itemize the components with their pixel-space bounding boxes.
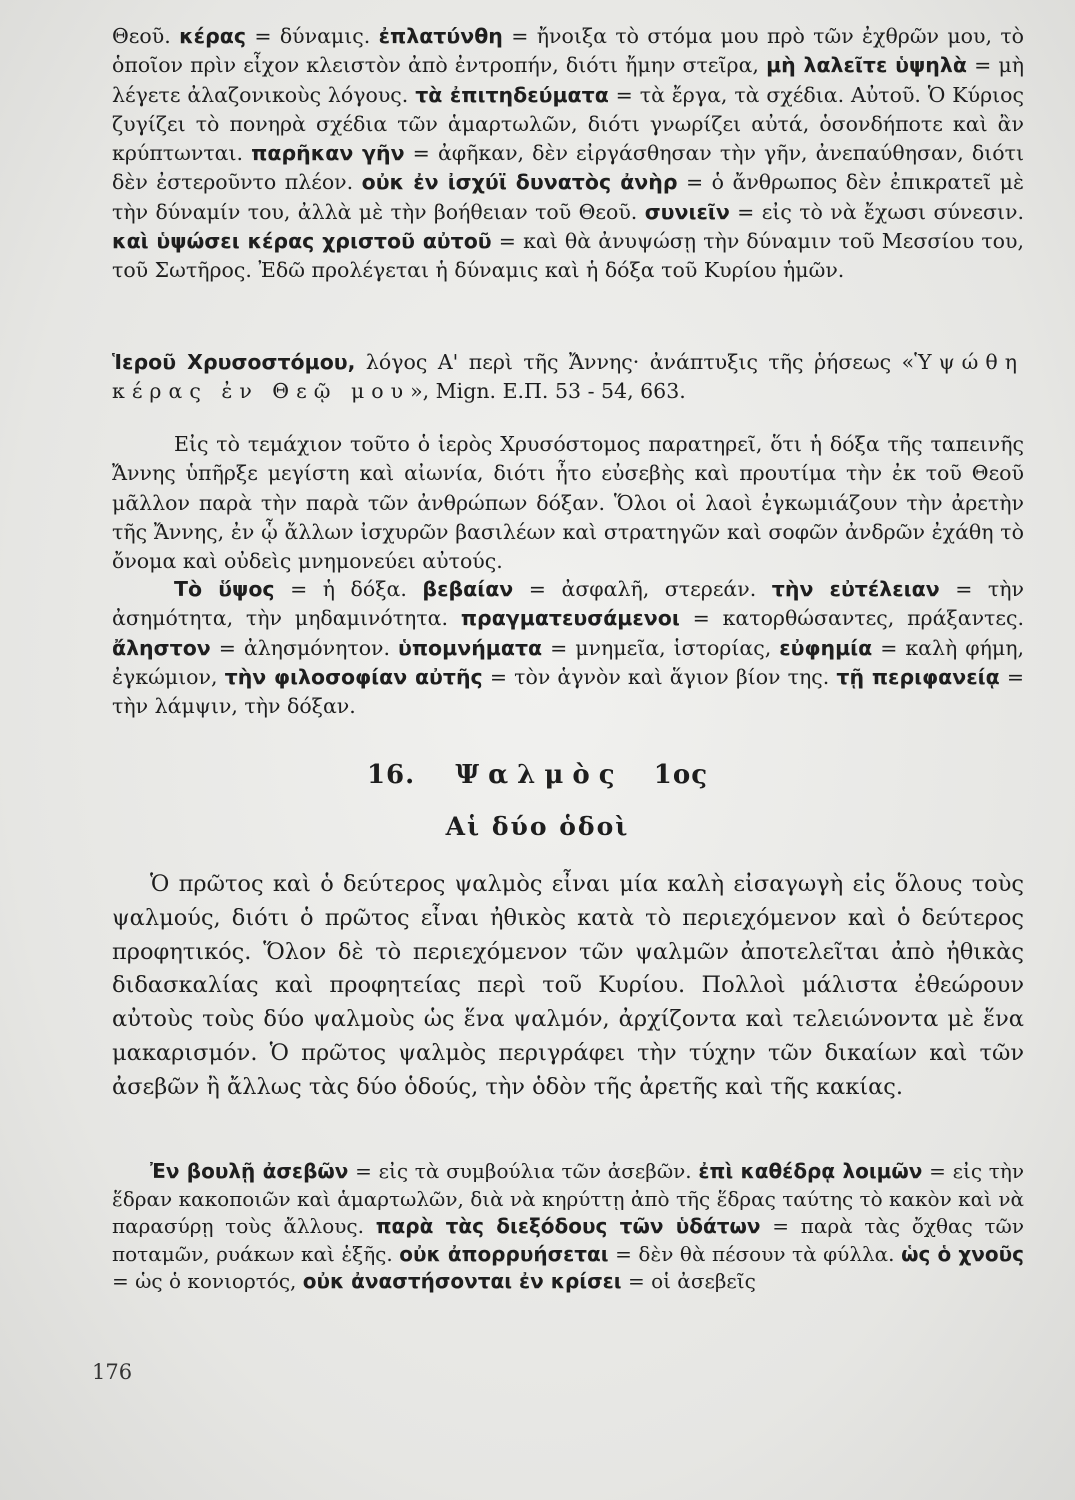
bold-term: τὴν φιλοσοφίαν αὐτῆς [224,664,483,689]
text-run: = τὴν λάμψιν, τὴν δόξαν. [112,664,1025,719]
section-heading [0,760,1075,790]
page-number: 176 [92,1360,133,1384]
spaced-quote: Ὑψώθη κέρας ἐν Θεῷ μου [112,350,1025,404]
text-run: = εἰς τὴν ἕδραν κακοποιῶν καὶ ἁμαρτωλῶν, διὰ νὰ κηρύττῃ ἀπὸ τῆς ἕδρας ταύτης τὸ κακὸν καὶ νὰ παρασύρῃ τοὺς ἄλλους. [112,1159,1024,1238]
bold-term: ὑπομνήματα [398,635,543,660]
bold-term: βεβαίαν [422,577,514,601]
text-run: = εἰς τὰ συμβούλια τῶν ἀσεβῶν. [348,1159,699,1183]
text-run: = καλὴ φήμη, ἐγκώμιον, [112,635,1024,689]
commentary-paragraph [112,430,1024,576]
bold-term: εὐφημία [779,635,873,660]
text-run: = μνημεῖα, ἱστορίας, [542,635,780,660]
text-run: Εἰς τὸ τεμάχιον τοῦτο ὁ ἱερὸς Χρυσόστομος παρατηρεῖ, ὅτι ἡ δόξα τῆς ταπεινῆς Ἄννης ὑπῆρξε μεγίστη καὶ αἰωνία, διότι ἦτο εὐσεβὴς καὶ προυτίμα τὴν ἐκ τοῦ Θεοῦ μᾶλλον παρὰ τὴν παρὰ τῶν ἀνθρώπων δόξαν. Ὅλοι οἱ λαοὶ ἐγκωμιάζουν τὴν ἀρετὴν τῆς Ἄννης, ἐν ᾧ ἄλλων ἰσχυρῶν βασιλέων καὶ στρατηγῶν καὶ σοφῶν ἀνδρῶν ἐχάθη τὸ ὄνομα καὶ οὐδεὶς μνημονεύει αὐτούς. [112,432,1024,574]
glossary-paragraph-1 [112,22,1024,286]
bold-term: Ἱεροῦ Χρυσοστόμου, [112,350,356,374]
text-run: = εἰς τὸ νὰ ἔχωσι σύνεσιν. [729,199,1024,224]
text-run: = δύναμις. [245,24,379,48]
bold-term: μὴ λαλεῖτε ὑψηλὰ [766,53,967,78]
section-number: 16. [366,760,416,790]
glossary-paragraph-3 [112,1158,1024,1296]
text-run: = μὴ λέγετε ἀλαζονικοὺς λόγους. [112,53,1024,107]
text-run: = τὸν ἁγνὸν καὶ ἅγιον βίον της. [482,664,837,689]
text-run: = οἱ ἀσεβεῖς [621,1269,756,1293]
intro-paragraph [112,868,1024,1105]
text-run: = ἀλησμόνητον. [210,635,398,660]
text-run: = κατορθώσαντες, πράξαντες. [679,606,1024,631]
text-run: = ὁ ἄνθρωπος δὲν ἐπικρατεῖ μὲ τὴν δύναμίν του, ἀλλὰ μὲ τὴν βοήθειαν τοῦ Θεοῦ. [112,170,1025,224]
bold-term: ἐπὶ καθέδρᾳ λοιμῶν [698,1159,923,1183]
bold-term: Ἐν βουλῇ ἀσεβῶν [150,1159,349,1183]
text-run: = δὲν θὰ πέσουν τὰ φύλλα. [608,1241,902,1266]
bold-term: συνιεῖν [644,199,730,224]
text-run: Ὁ πρῶτος καὶ ὁ δεύτερος ψαλμὸς εἶναι μία καλὴ εἰσαγωγὴ εἰς ὅλους τοὺς ψαλμούς, διότι ὁ πρῶτος εἶναι ἠθικὸς κατὰ τὸ περιεχόμενον καὶ ὁ δεύτερος προφητικός. Ὅλον δὲ τὸ περιεχόμενον τῶν ψαλμῶν ἀποτελεῖται ἀπὸ ἠθικὰς διδασκαλίας καὶ προφητείας περὶ τοῦ Κυρίου. Πολλοὶ μάλιστα ἐθεώρουν αὐτοὺς τοὺς δύο ψαλμοὺς ὡς ἕνα ψαλμόν, ἀρχίζοντα καὶ τελειώνοντα μὲ ἕνα μακαρισμόν. Ὁ πρῶτος ψαλμὸς περιγράφει τὴν τύχην τῶν δικαίων καὶ τῶν ἀσεβῶν ἢ ἄλλως τὰς δύο ὁδούς, τὴν ὁδὸν τῆς ἀρετῆς καὶ τῆς κακίας. [112,871,1024,1100]
text-run: = ἀφῆκαν, δὲν εἰργάσθησαν τὴν γῆν, ἀνεπαύθησαν, διότι δὲν ἐστεροῦντο πλέον. [112,141,1024,195]
text-run: = παρὰ τὰς ὄχθας τῶν ποταμῶν, ρυάκων καὶ ἑξῆς. [112,1214,1025,1266]
bold-term: τὴν εὐτέλειαν [771,577,940,601]
bold-term: ἐπλατύνθη [378,24,503,48]
text-run: = ἤνοιξα τὸ στόμα μου πρὸ τῶν ἐχθρῶν μου, τὸ ὁποῖον πρὶν εἶχον κλειστὸν ἀπὸ ἐντροπήν, διότι ἤμην στεῖρα, [112,24,1024,78]
bold-term: τῇ περιφανείᾳ [836,664,1000,689]
bold-term: οὐκ ἀναστήσονται ἐν κρίσει [302,1269,622,1293]
text-run: = τὰ ἔργα, τὰ σχέδια. Αὐτοῦ. Ὁ Κύριος ζυγίζει τὸ πονηρὰ σχέδια τῶν ἁμαρτωλῶν, διότι γνωρίζει αὐτά, ὁσονδήποτε καὶ ἂν κρύπτωνται. [112,82,1024,166]
text-run: Θεοῦ. [112,24,180,48]
section-title: Ψαλμὸς [455,760,624,790]
bold-term: καὶ ὑψώσει κέρας χριστοῦ αὐτοῦ [112,229,492,254]
bold-term: παρὰ τὰς διεξόδους τῶν ὑδάτων [375,1214,761,1238]
text-run: = καὶ θὰ ἀνυψώσῃ τὴν δύναμιν τοῦ Μεσσίου του, τοῦ Σωτῆρος. Ἐδῶ προλέγεται ἡ δύναμις καὶ ἡ δόξα τοῦ Κυρίου ἡμῶν. [112,229,1024,283]
bold-term: ἄληστον [112,635,211,660]
source-citation [112,348,1024,407]
text-run: », Mign. Ε.Π. 53 - 54, 663. [410,379,686,404]
bold-term: ὡς ὁ χνοῦς [901,1241,1024,1266]
section-ordinal: 1ος [653,760,709,790]
text-run: = ὡς ὁ κονιορτός, [112,1269,303,1293]
text-run: = τὴν ἀσημότητα, τὴν μηδαμινότητα. [112,577,1024,631]
bold-term: οὐκ ἀπορρυήσεται [399,1241,609,1266]
section-subtitle: Αἱ δύο ὁδοὶ [445,812,630,841]
bold-term: πραγματευσάμενοι [460,606,680,631]
text-run: = ἀσφαλῆ, στερεάν. [513,577,772,601]
bold-term: Τὸ ὕψος [174,577,275,601]
bold-term: οὐκ ἐν ἰσχύϊ δυνατὸς ἀνὴρ [361,170,678,195]
text-run: = ἡ δόξα. [274,577,423,601]
bold-term: παρῆκαν γῆν [251,141,405,166]
bold-term: κέρας [179,24,246,48]
glossary-paragraph-2 [112,575,1024,721]
text-run: λόγος Α' περὶ τῆς Ἄννης· ἀνάπτυξις τῆς ῥήσεως « [355,350,915,374]
bold-term: τὰ ἐπιτηδεύματα [415,82,609,107]
